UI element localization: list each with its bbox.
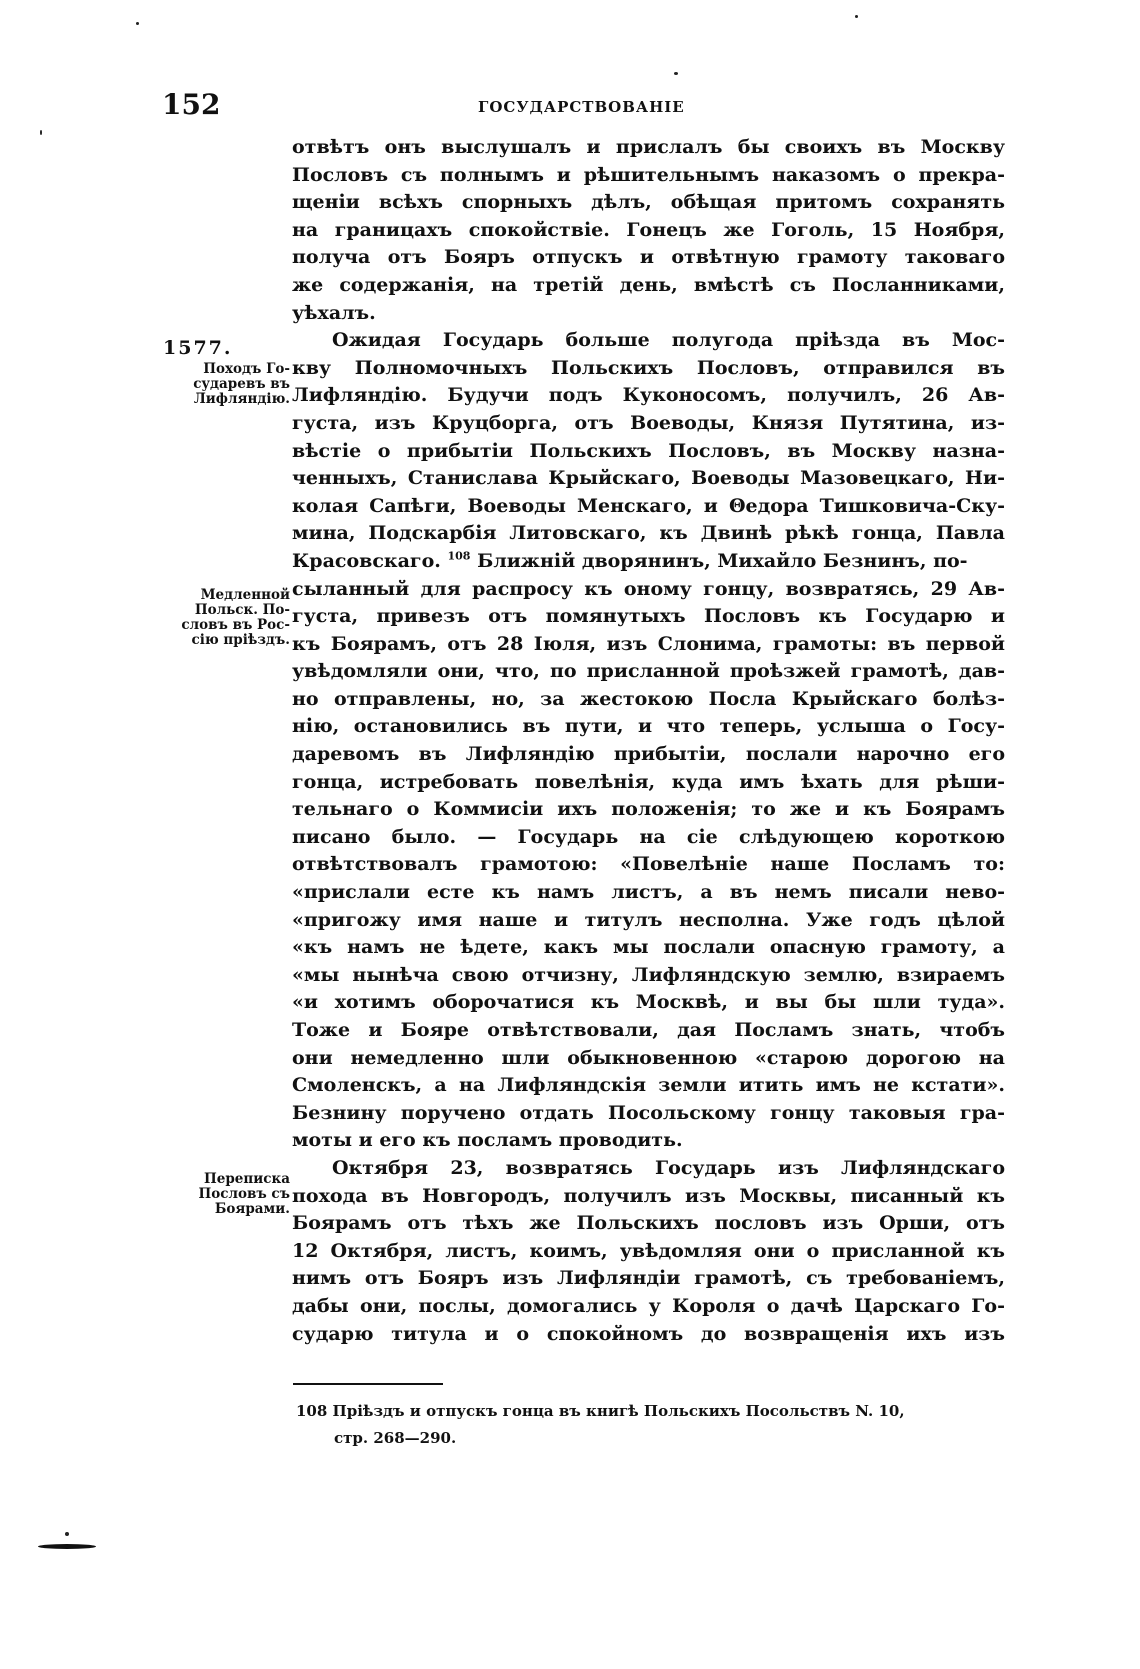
text-line: къ Боярамъ, отъ 28 Іюля, изъ Слонима, грамоты: въ первой <box>292 632 1005 655</box>
margin-note-delay <box>150 588 290 648</box>
text-line: но отправлены, но, за жестокою Посла Крыйскаго болѣз- <box>292 687 1005 710</box>
text-line: мина, Подскарбія Литовскаго, къ Двинѣ рѣкѣ гонца, Павла <box>292 522 1005 545</box>
text-line: кву Полномочныхъ Польскихъ Пословъ, отправился въ <box>292 356 1005 379</box>
text-line: увѣдомляли они, что, по присланной проѣзжей грамотѣ, дав- <box>292 660 1005 683</box>
print-speck <box>40 130 42 135</box>
footnote-ref: 108 <box>447 549 471 563</box>
text-line <box>292 548 1005 576</box>
text-line: моты и его къ посламъ проводить. <box>292 1129 683 1152</box>
footnote-text: Пріѣздъ и отпускъ гонца въ книгѣ Польскихъ Посольствъ N. 10, <box>332 1402 905 1420</box>
text-line: они немедленно шли обыкновенною «старою дорогою на <box>292 1046 1005 1069</box>
margin-note-line: Боярами. <box>214 1201 290 1217</box>
page-number: 152 <box>162 88 221 121</box>
text-line: дабы они, послы, домогались у Короля о дачѣ Царскаго Го- <box>292 1294 1005 1317</box>
margin-note-line: Польск. По- <box>194 602 290 618</box>
print-speck <box>855 15 858 18</box>
footnote-line <box>296 1398 996 1425</box>
text-line: «прислали есте къ намъ листъ, а въ немъ писали нево- <box>292 881 1005 904</box>
text-line: густа, изъ Круцборга, отъ Воеводы, Князя Путятина, из- <box>292 411 1005 434</box>
text-line: гонца, истребовать повелѣнія, куда имъ ѣхать для рѣши- <box>292 770 1005 793</box>
text-line: писано было. — Государь на сіе слѣдующею короткою <box>292 825 1005 848</box>
text-line: отвѣтствовалъ грамотою: «Повелѣніе наше Посламъ то: <box>292 853 1005 876</box>
text-line: тельнаго о Коммисіи ихъ положенія; то же и къ Боярамъ <box>292 798 1005 821</box>
margin-note-line: Походъ Го- <box>203 361 290 377</box>
footnote-number: 108 <box>296 1402 328 1420</box>
footnote-rule <box>293 1383 443 1385</box>
text-line: Пословъ съ полнымъ и рѣшительнымъ наказомъ о прекра- <box>292 163 1005 186</box>
text-line: на границахъ спокойствіе. Гонецъ же Гоголь, 15 Ноября, <box>292 218 1005 241</box>
running-title: ГОСУДАРСТВОВАНІЕ <box>478 98 685 116</box>
print-speck <box>65 1532 69 1536</box>
text-line: нію, остановились въ пути, и что теперь, услыша о Госу- <box>292 715 1005 738</box>
text-line: «пригожу имя наше и титулъ несполна. Уже годъ цѣлой <box>292 908 1005 931</box>
footnote-line: стр. 268—290. <box>334 1429 457 1447</box>
margin-note-line: словъ въ Рос- <box>181 617 290 633</box>
text-line: нимъ отъ Бояръ изъ Лифляндіи грамотѣ, съ требованіемъ, <box>292 1267 1005 1290</box>
margin-year: 1577. <box>163 337 233 359</box>
print-speck <box>674 72 678 75</box>
text-line: Безнину поручено отдать Посольскому гонцу таковыя гра- <box>292 1101 1005 1124</box>
text-line: «и хотимъ обoрочатися къ Москвѣ, и вы бы шли туда». <box>292 991 1005 1014</box>
text-line: даревомъ въ Лифляндію прибытіи, послали нарочно его <box>292 743 1005 766</box>
footnote <box>296 1398 996 1452</box>
text-line: Лифляндію. Будучи подъ Куконосомъ, получилъ, 26 Ав- <box>292 384 1005 407</box>
text-line: отвѣтъ онъ выслушалъ и прислалъ бы своихъ въ Москву <box>292 136 1005 158</box>
margin-note-line: Лифляндію. <box>193 391 290 407</box>
text-line: Ожидая Государь больше полугода пріѣзда въ Мос- <box>332 329 1005 352</box>
margin-note-correspondence <box>150 1172 290 1217</box>
text-segment: Красовскаго. <box>292 549 441 572</box>
text-line: похода въ Новгородъ, получилъ изъ Москвы, писанный къ <box>292 1184 1005 1207</box>
text-line: же содержанія, на третій день, вмѣстѣ съ Посланниками, <box>292 273 1005 296</box>
text-line: густа, привезъ отъ помянутыхъ Пословъ къ Государю и <box>292 605 1005 628</box>
main-text <box>292 134 1005 1348</box>
text-line: Октября 23, возвратясь Государь изъ Лифляндскаго <box>332 1156 1005 1179</box>
text-line: Тоже и Бояре отвѣтствовали, дая Посламъ знать, чтобъ <box>292 1019 1005 1041</box>
text-line: уѣхалъ. <box>292 301 376 324</box>
text-segment: Ближній дворянинъ, Михайло Безнинъ, по- <box>477 549 968 572</box>
text-line: «мы нынѣча свою отчизну, Лифляндскую землю, взираемъ <box>292 963 1005 986</box>
text-line: сударю титула и о спокойномъ до возвращенія ихъ изъ <box>292 1322 1005 1345</box>
text-line: сыланный для распросу къ оному гонцу, возвратясь, 29 Ав- <box>292 577 1005 600</box>
text-line: «къ намъ не ѣдете, какъ мы послали опасную грамоту, а <box>292 936 1005 959</box>
text-line: щеніи всѣхъ спорныхъ дѣлъ, обѣщая притомъ сохранять <box>292 191 1005 214</box>
text-line: 12 Октября, листъ, коимъ, увѣдомляя они о присланной къ <box>292 1239 1005 1262</box>
text-line: Смоленскъ, а на Лифляндскія земли итить имъ не кстати». <box>292 1074 1005 1097</box>
print-speck <box>136 22 139 25</box>
text-line: получа отъ Бояръ отпускъ и отвѣтную грамоту таковаго <box>292 246 1005 269</box>
margin-note-line: сударевъ въ <box>193 376 290 392</box>
text-line: Боярамъ отъ тѣхъ же Польскихъ пословъ изъ Орши, отъ <box>292 1212 1005 1235</box>
margin-note-line: Пословъ съ <box>198 1186 290 1202</box>
margin-note-line: сію пріѣздъ. <box>191 632 290 648</box>
margin-note-campaign <box>150 362 290 407</box>
text-line: колая Сапѣги, Воеводы Менскаго, и Θедора Тишковича-Ску- <box>292 494 1005 517</box>
margin-note-line: Переписка <box>204 1171 290 1187</box>
text-line: ченныхъ, Станислава Крыйскаго, Воеводы Мазовецкаго, Ни- <box>292 467 1005 490</box>
margin-note-line: Медленной <box>200 587 290 603</box>
text-line: вѣстіе о прибытіи Польскихъ Пословъ, въ Москву назна- <box>292 439 1005 462</box>
ink-blot <box>38 1544 96 1549</box>
